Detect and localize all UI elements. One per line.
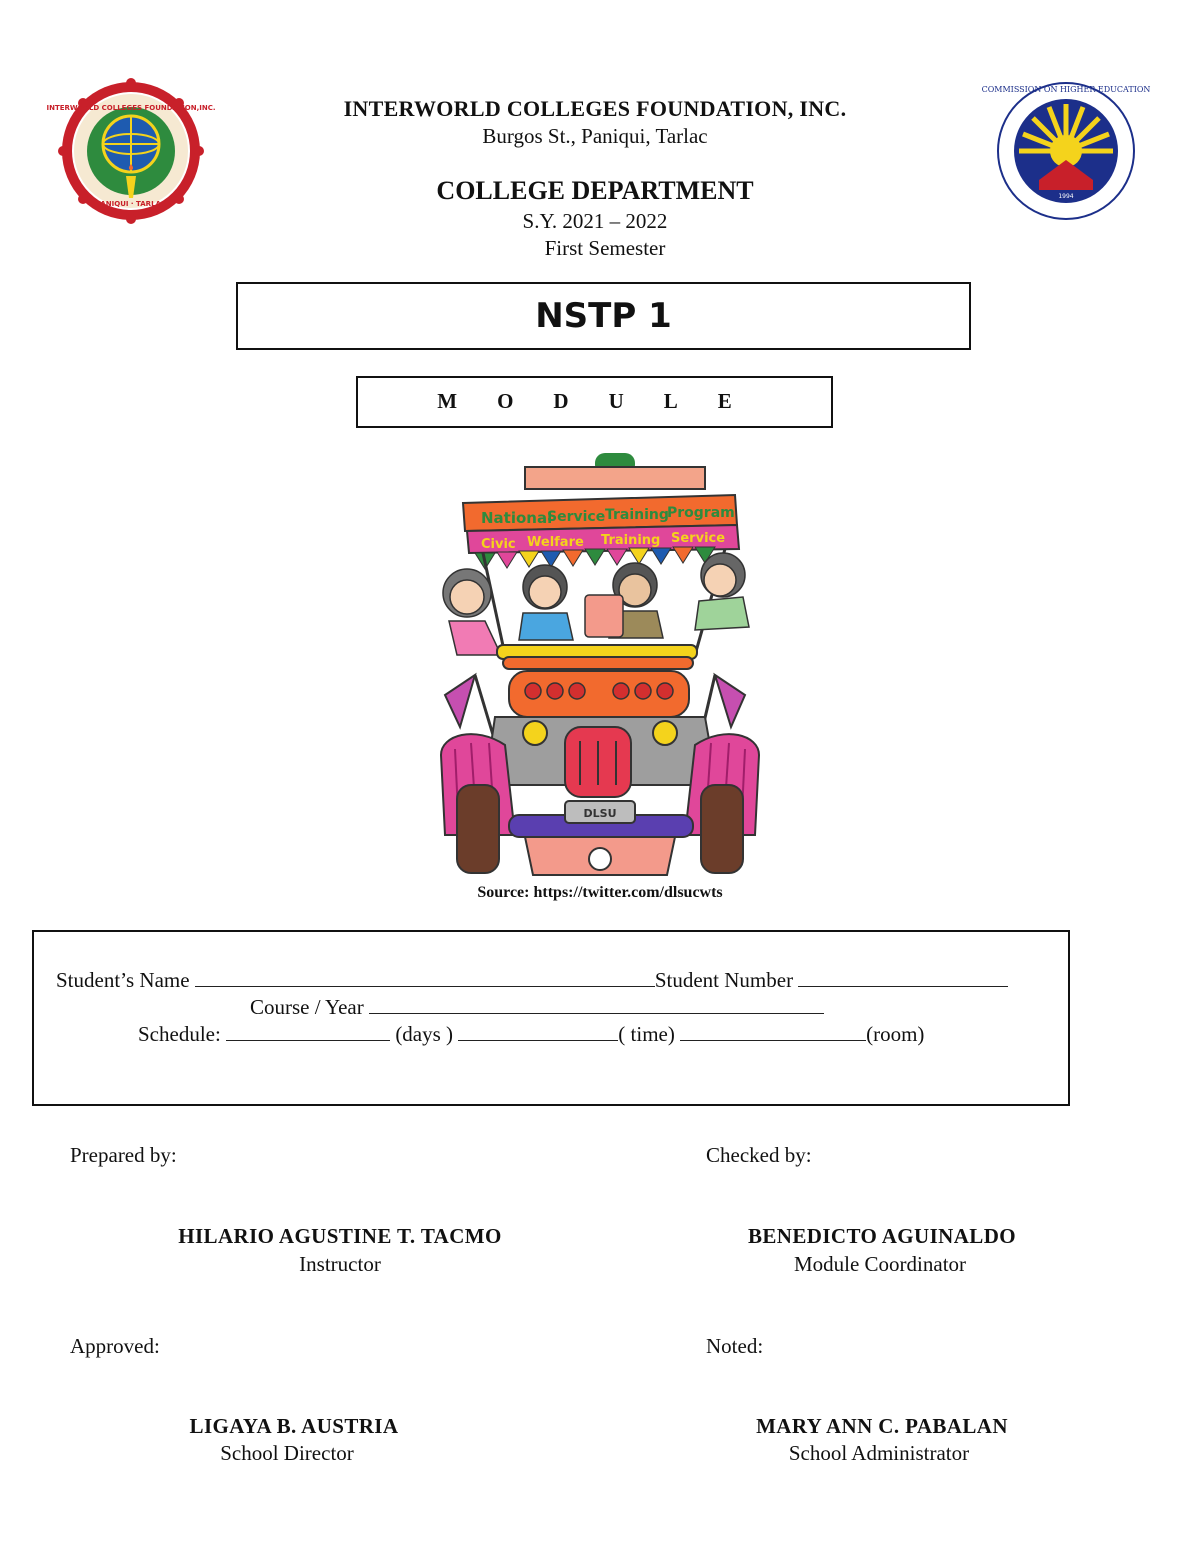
room-label: (room) [866, 1022, 925, 1046]
student-name-blank[interactable] [195, 970, 655, 987]
noted-label: Noted: [706, 1334, 764, 1358]
days-label: (days ) [395, 1022, 454, 1046]
module-label: MODULE [437, 389, 772, 413]
schedule-time-blank[interactable] [458, 1024, 618, 1041]
ched-seal-logo [981, 80, 1151, 222]
svg-text:Service: Service [671, 531, 726, 546]
svg-text:COMMISSION ON HIGHER EDUCATION: COMMISSION ON HIGHER EDUCATION [981, 85, 1151, 94]
svg-text:Service: Service [547, 509, 606, 525]
nstp-jeepney-illustration [405, 445, 795, 885]
noted-by-name: MARY ANN C. PABALAN [756, 1414, 1008, 1438]
approved-by-name: LIGAYA B. AUSTRIA [189, 1414, 399, 1438]
semester: First Semester [544, 236, 666, 260]
schedule-days-blank[interactable] [226, 1024, 390, 1041]
student-name-label: Student’s Name [56, 968, 190, 992]
svg-text:Program: Program [667, 505, 735, 521]
svg-text:1994: 1994 [1058, 193, 1074, 200]
prepared-by-name: HILARIO AGUSTINE T. TACMO [178, 1224, 502, 1248]
course-year-blank[interactable] [369, 997, 824, 1014]
school-name: INTERWORLD COLLEGES FOUNDATION, INC. [343, 96, 847, 121]
svg-text:Civic: Civic [481, 537, 516, 552]
checked-by-name: BENEDICTO AGUINALDO [747, 1224, 1017, 1248]
time-label: ( time) [618, 1022, 675, 1046]
noted-by-role: School Administrator [788, 1441, 970, 1465]
schedule-row [138, 1022, 924, 1047]
svg-text:National: National [481, 509, 553, 527]
course-code: NSTP 1 [535, 296, 672, 336]
student-name-row [56, 968, 1008, 993]
svg-text:Training: Training [605, 507, 669, 523]
school-address: Burgos St., Paniqui, Tarlac [482, 124, 708, 148]
approved-by-role: School Director [220, 1441, 354, 1465]
interworld-seal-logo [46, 80, 216, 222]
student-info-box [32, 930, 1070, 1106]
module-label-box [356, 376, 833, 428]
svg-text:Welfare: Welfare [527, 535, 584, 550]
schedule-label: Schedule: [138, 1022, 221, 1046]
svg-text:PANIQUI · TARLAC: PANIQUI · TARLAC [95, 200, 167, 208]
image-source-caption: Source: https://twitter.com/dlsucwts [477, 884, 723, 901]
schedule-room-blank[interactable] [680, 1024, 866, 1041]
course-year-label: Course / Year [250, 995, 364, 1019]
prepared-by-label: Prepared by: [70, 1143, 177, 1167]
department-title: COLLEGE DEPARTMENT [436, 176, 754, 205]
svg-text:DLSU: DLSU [583, 807, 617, 820]
checked-by-label: Checked by: [706, 1143, 812, 1167]
course-year-row [250, 995, 824, 1020]
svg-text:INTERWORLD COLLEGES FOUNDATION: INTERWORLD COLLEGES FOUNDATION,INC. [46, 104, 216, 112]
checked-by-role: Module Coordinator [793, 1252, 967, 1276]
student-number-blank[interactable] [798, 970, 1008, 987]
prepared-by-role: Instructor [299, 1252, 381, 1276]
school-year: S.Y. 2021 – 2022 [522, 209, 668, 233]
course-title-box [236, 282, 971, 350]
approved-label: Approved: [70, 1334, 160, 1358]
student-number-label: Student Number [654, 968, 794, 992]
svg-text:Training: Training [601, 533, 661, 548]
